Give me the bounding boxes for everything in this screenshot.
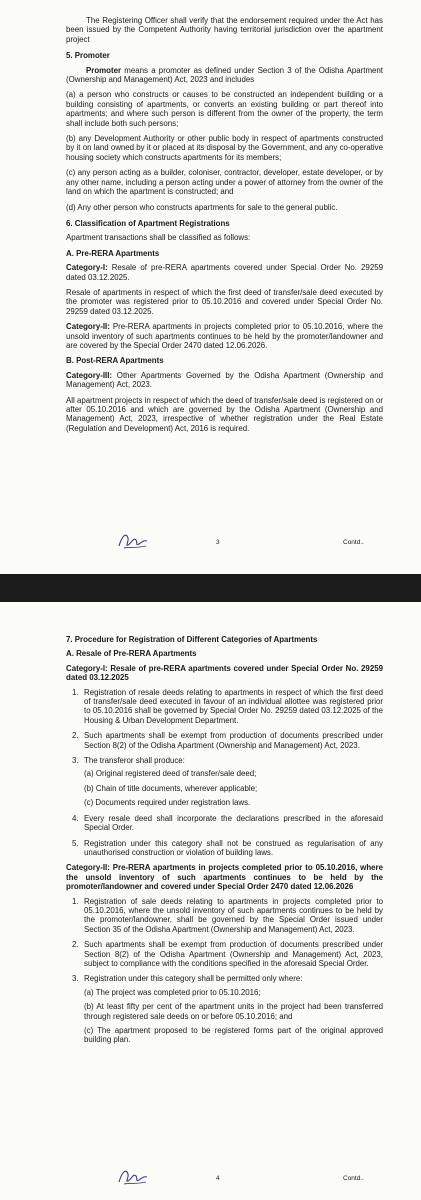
continued-label: Contd.. <box>343 1175 364 1182</box>
item-number: 2. <box>72 731 79 741</box>
list-item <box>66 688 383 726</box>
category-3-text: Other Apartments Governed by the Odisha Apartment (Ownership and Management) Act, 2023. <box>66 370 383 390</box>
list-item <box>66 756 383 808</box>
list-item <box>66 940 383 968</box>
sub-item: (c) Documents required under registration laws. <box>84 798 251 808</box>
category-1-list <box>66 688 383 858</box>
category-1-heading: Category-I: Resale of pre-RERA apartments covered under Special Order No. 29259 dated 03.12.2025 <box>66 663 383 683</box>
promoter-definition-text: means a promoter as defined under Section 3 of the Odisha Apartment (Ownership and Management) Act, 2023 and includes <box>66 65 383 85</box>
intro-paragraph: The Registering Officer shall verify that the endorsement required under the Act has been issued by the Competent Authority having territorial jurisdiction over the apartment project <box>66 16 383 44</box>
page-number: 4 <box>216 1175 220 1182</box>
item-number: 3. <box>72 756 79 766</box>
transferor-documents-list <box>84 769 383 807</box>
sub-item: (b) Chain of title documents, wherever applicable; <box>84 783 258 793</box>
sub-item: (a) Original registered deed of transfer/sale deed; <box>84 769 257 779</box>
item-text: Such apartments shall be exempt from production of documents prescribed under Section 8(2) of the Odisha Apartment (Ownership and Management) Act, 2023. <box>84 731 383 750</box>
category-2-text: Pre-RERA apartments in projects completed prior to 05.10.2016, where the unsold inventory of such apartments continues to be held by the promoter/landowner and are covered by the Special Order 2470 dated 12.06.2026. <box>66 322 383 350</box>
item-text: Registration under this category shall be permitted only where: <box>84 974 303 984</box>
category-1-description: Resale of apartments in respect of which the first deed of transfer/sale deed executed by the promoter was registered prior to 05.10.2016 and covered under Special Order No. 29259 dated 03.12.2025. <box>66 287 383 316</box>
list-item <box>66 814 383 833</box>
item-text: Every resale deed shall incorporate the declarations prescribed in the aforesaid Special Order. <box>84 813 383 833</box>
page-4-body <box>66 628 383 1051</box>
sub-item: (b) At least fifty per cent of the apartment units in the project had been transferred through registered sale deeds on or before 05.10.2016; and <box>84 1002 383 1021</box>
document-page-3 <box>0 0 421 574</box>
item-text: Registration of resale deeds relating to apartments in respect of which the first deed of transfer/sale deed executed in favour of an individual allottee was registered prior to 05.10.2016 shall be governed by Special Order No. 29259 dated 03.12.2025 of the Housing & Urban Development Department. <box>84 687 383 725</box>
item-text: The transferor shall produce: <box>84 756 185 766</box>
page-3-footer <box>66 528 383 552</box>
category-3-label: Category-III: <box>66 370 113 380</box>
list-item <box>66 974 383 1044</box>
category-1-paragraph <box>66 263 383 282</box>
page-3-body <box>66 16 383 439</box>
section-5-heading: 5. Promoter <box>66 51 110 61</box>
item-text: Such apartments shall be exempt from production of documents prescribed under Section 8(2) of the Odisha Apartment (Ownership and Management) Act, 2023, subject to compliance with the conditions specified in the aforesaid Special Order. <box>84 940 383 968</box>
section-6-intro: Apartment transactions shall be classified as follows: <box>66 233 251 243</box>
post-rera-heading: B. Post-RERA Apartments <box>66 356 164 366</box>
item-text: Registration of sale deeds relating to apartments in projects completed prior to 05.10.2016, where the unsold inventory of such apartments continues to be held by the promoter/landowner, shall be governed by the Special Order issued under Section 35 of the Odisha Apartment (Ownership and Management) Act, 2023. <box>84 896 383 934</box>
item-number: 3. <box>72 974 79 984</box>
list-item <box>66 839 383 858</box>
item-number: 4. <box>72 813 79 823</box>
clause-d: (d) Any other person who constructs apartments for sale to the general public. <box>66 202 338 212</box>
category-2-heading: Category-II: Pre-RERA apartments in projects completed prior to 05.10.2016, where the unsold inventory of such apartments continues to be held by the promoter/landowner and covered under Special Order 2470 dated 12.06.2026 <box>66 863 383 892</box>
list-item <box>66 897 383 935</box>
clause-b: (b) any Development Authority or other public body in respect of apartments constructed by it on land owned by it or placed at its disposal by the Government, and any co-operative housing society which constructs apartments for its members; <box>66 134 383 162</box>
item-number: 1. <box>72 687 79 697</box>
promoter-term: Promoter <box>86 65 122 75</box>
signature-icon <box>116 1164 150 1188</box>
page-4-footer <box>66 1164 383 1188</box>
category-1-text: Resale of pre-RERA apartments covered under Special Order No. 29259 dated 03.12.2025. <box>66 263 383 282</box>
item-number: 2. <box>72 940 79 950</box>
section-6-heading: 6. Classification of Apartment Registrations <box>66 218 230 228</box>
category-2-list <box>66 897 383 1045</box>
registration-conditions-list <box>84 988 383 1045</box>
category-3-description: All apartment projects in respect of which the deed of transfer/sale deed is registered on or after 05.10.2016 and which are governed by the Odisha Apartment (Ownership and Management) Act, 2023, irrespective of whether registration under the Real Estate (Regulation and Development) Act, 2016 is required. <box>66 395 383 433</box>
item-text: Registration under this category shall not be construed as regularisation of any unauthorised construction or violation of building laws. <box>84 838 383 857</box>
item-number: 1. <box>72 896 79 906</box>
continued-label: Contd.. <box>343 539 364 546</box>
category-1-label: Category-I: <box>66 263 108 273</box>
category-2-paragraph <box>66 322 383 350</box>
item-number: 5. <box>72 838 79 848</box>
sub-item: (c) The apartment proposed to be registered forms part of the original approved building plan. <box>84 1026 383 1045</box>
signature-icon <box>116 528 150 552</box>
section-7-heading: 7. Procedure for Registration of Different Categories of Apartments <box>66 635 318 644</box>
category-3-paragraph <box>66 371 383 390</box>
document-page-4 <box>0 602 421 1200</box>
page-number: 3 <box>216 539 220 546</box>
sub-item: (a) The project was completed prior to 05.10.2016; <box>84 987 261 997</box>
clause-c: (c) any person acting as a builder, coloniser, contractor, developer, estate developer, or by any other name, including a person acting under a power of attorney from the owner of the land on which the apartment is constructed; and <box>66 168 383 197</box>
list-item <box>66 731 383 750</box>
promoter-definition <box>66 66 383 85</box>
category-2-label: Category-II: <box>66 322 110 332</box>
pre-rera-heading: A. Pre-RERA Apartments <box>66 248 160 258</box>
resale-pre-rera-heading: A. Resale of Pre-RERA Apartments <box>66 649 197 659</box>
clause-a: (a) a person who constructs or causes to be constructed an independent building or a building consisting of apartments, or converts an existing building or part thereof into apartments; and where such person is different from the owner of the property, the term shall include both such persons; <box>66 90 383 128</box>
